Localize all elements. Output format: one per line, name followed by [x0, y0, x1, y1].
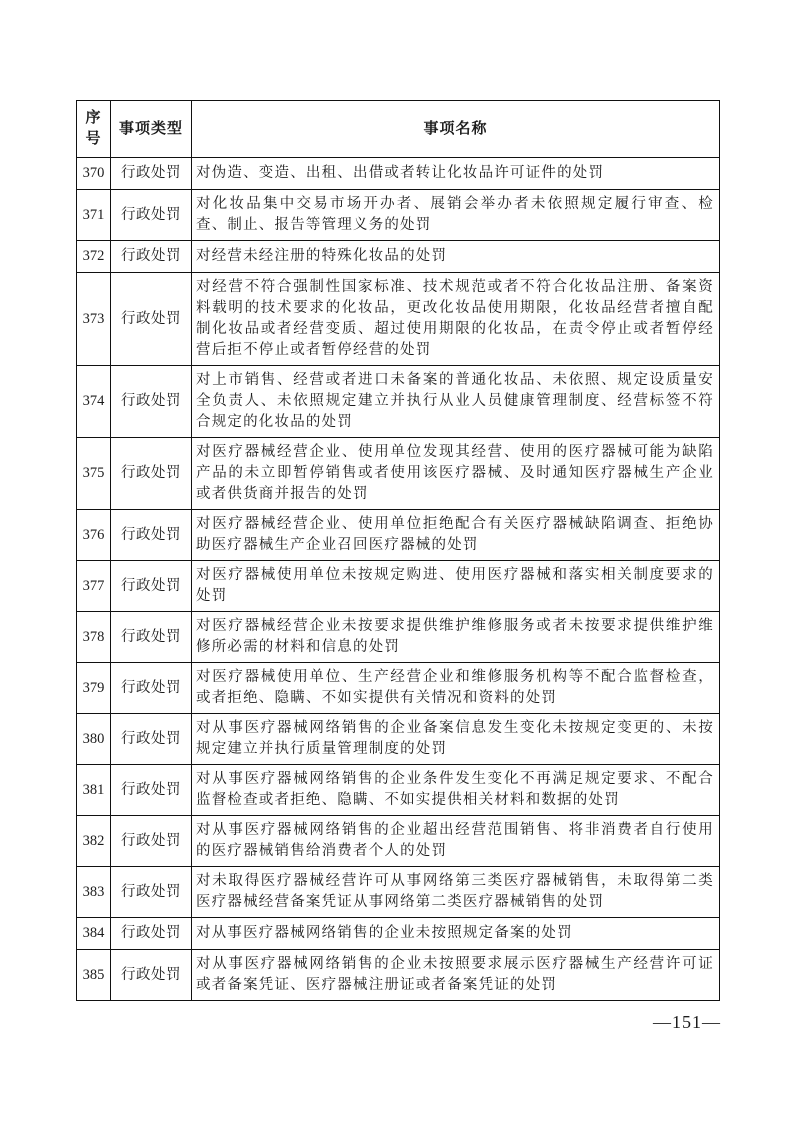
header-cell-type: 事项类型 [111, 101, 192, 158]
item-name-cell: 对从事医疗器械网络销售的企业条件发生变化不再满足规定要求、不配合监督检查或者拒绝、隐瞒、不如实提供相关材料和数据的处罚 [192, 765, 720, 816]
table-row [77, 158, 720, 190]
table-row [77, 663, 720, 714]
row-number-cell: 376 [77, 510, 111, 561]
row-number-cell: 385 [77, 950, 111, 1001]
item-name-cell: 对从事医疗器械网络销售的企业备案信息发生变化未按规定变更的、未按规定建立并执行质量管理制度的处罚 [192, 714, 720, 765]
item-type-cell: 行政处罚 [111, 366, 192, 438]
row-number-cell: 380 [77, 714, 111, 765]
row-number-cell: 379 [77, 663, 111, 714]
item-type-cell: 行政处罚 [111, 714, 192, 765]
item-name-cell: 对医疗器械经营企业、使用单位拒绝配合有关医疗器械缺陷调查、拒绝协助医疗器械生产企业召回医疗器械的处罚 [192, 510, 720, 561]
item-name-cell: 对从事医疗器械网络销售的企业未按照规定备案的处罚 [192, 918, 720, 950]
row-number-cell: 378 [77, 612, 111, 663]
table-row [77, 273, 720, 366]
item-type-cell: 行政处罚 [111, 241, 192, 273]
table-row [77, 867, 720, 918]
table-row [77, 950, 720, 1001]
table-row [77, 438, 720, 510]
item-type-cell: 行政处罚 [111, 158, 192, 190]
item-name-cell: 对从事医疗器械网络销售的企业超出经营范围销售、将非消费者自行使用的医疗器械销售给消费者个人的处罚 [192, 816, 720, 867]
row-number-cell: 372 [77, 241, 111, 273]
row-number-cell: 383 [77, 867, 111, 918]
item-type-cell: 行政处罚 [111, 663, 192, 714]
item-type-cell: 行政处罚 [111, 190, 192, 241]
row-number-cell: 371 [77, 190, 111, 241]
item-type-cell: 行政处罚 [111, 867, 192, 918]
table-row [77, 816, 720, 867]
item-type-cell: 行政处罚 [111, 561, 192, 612]
item-type-cell: 行政处罚 [111, 816, 192, 867]
item-name-cell: 对伪造、变造、出租、出借或者转让化妆品许可证件的处罚 [192, 158, 720, 190]
row-number-cell: 377 [77, 561, 111, 612]
row-number-cell: 370 [77, 158, 111, 190]
item-type-cell: 行政处罚 [111, 438, 192, 510]
row-number-cell: 384 [77, 918, 111, 950]
table-header [77, 101, 720, 158]
table-row [77, 366, 720, 438]
row-number-cell: 382 [77, 816, 111, 867]
item-name-cell: 对经营未经注册的特殊化妆品的处罚 [192, 241, 720, 273]
table-row [77, 561, 720, 612]
item-name-cell: 对医疗器械使用单位未按规定购进、使用医疗器械和落实相关制度要求的处罚 [192, 561, 720, 612]
item-type-cell: 行政处罚 [111, 765, 192, 816]
table-header-row [77, 101, 720, 158]
item-type-cell: 行政处罚 [111, 918, 192, 950]
table-body [77, 158, 720, 1001]
penalty-items-table-container [76, 100, 720, 1001]
row-number-cell: 375 [77, 438, 111, 510]
table-row [77, 714, 720, 765]
item-type-cell: 行政处罚 [111, 612, 192, 663]
row-number-cell: 374 [77, 366, 111, 438]
header-cell-name: 事项名称 [192, 101, 720, 158]
item-name-cell: 对医疗器械经营企业、使用单位发现其经营、使用的医疗器械可能为缺陷产品的未立即暂停销售或者使用该医疗器械、及时通知医疗器械生产企业或者供货商并报告的处罚 [192, 438, 720, 510]
table-row [77, 190, 720, 241]
item-type-cell: 行政处罚 [111, 273, 192, 366]
item-name-cell: 对从事医疗器械网络销售的企业未按照要求展示医疗器械生产经营许可证或者备案凭证、医疗器械注册证或者备案凭证的处罚 [192, 950, 720, 1001]
item-name-cell: 对上市销售、经营或者进口未备案的普通化妆品、未依照、规定设质量安全负责人、未依照规定建立并执行从业人员健康管理制度、经营标签不符合规定的化妆品的处罚 [192, 366, 720, 438]
item-name-cell: 对未取得医疗器械经营许可从事网络第三类医疗器械销售，未取得第二类医疗器械经营备案凭证从事网络第二类医疗器械销售的处罚 [192, 867, 720, 918]
penalty-items-table [76, 100, 720, 1001]
item-type-cell: 行政处罚 [111, 510, 192, 561]
table-row [77, 918, 720, 950]
item-name-cell: 对医疗器械使用单位、生产经营企业和维修服务机构等不配合监督检查，或者拒绝、隐瞒、不如实提供有关情况和资料的处罚 [192, 663, 720, 714]
page-number: —151— [653, 1012, 721, 1032]
item-name-cell: 对化妆品集中交易市场开办者、展销会举办者未依照规定履行审查、检查、制止、报告等管理义务的处罚 [192, 190, 720, 241]
item-type-cell: 行政处罚 [111, 950, 192, 1001]
table-row [77, 241, 720, 273]
item-name-cell: 对医疗器械经营企业未按要求提供维护维修服务或者未按要求提供维护维修所必需的材料和信息的处罚 [192, 612, 720, 663]
table-row [77, 510, 720, 561]
table-row [77, 612, 720, 663]
header-cell-no: 序号 [77, 101, 111, 158]
row-number-cell: 381 [77, 765, 111, 816]
row-number-cell: 373 [77, 273, 111, 366]
table-row [77, 765, 720, 816]
item-name-cell: 对经营不符合强制性国家标准、技术规范或者不符合化妆品注册、备案资料载明的技术要求的化妆品，更改化妆品使用期限，化妆品经营者擅自配制化妆品或者经营变质、超过使用期限的化妆品，在责令停止或者暂停经营后拒不停止或者暂停经营的处罚 [192, 273, 720, 366]
